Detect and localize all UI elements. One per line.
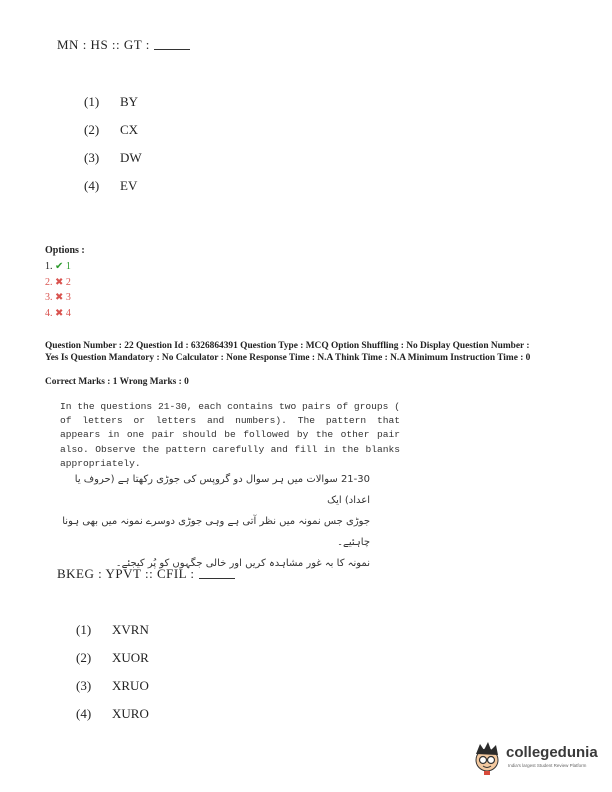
prev-option-3: (3) DW [84,150,142,165]
current-option-3: (3) XRUO [76,678,149,693]
question-meta: Question Number : 22 Question Id : 6326864391 Question Type : MCQ Option Shuffling : No Display Question Number : Yes Is Question Mandatory : No Calculator : None Response Time : N.A Think Time : N.A Minimum Instruction Time : 0 [45,341,531,363]
answer-blank [154,48,190,50]
prev-option-4: (4) EV [84,178,138,193]
cross-icon: ✖ [55,292,64,303]
question-marks: Correct Marks : 1 Wrong Marks : 0 [45,377,189,387]
option-row-3: 3. ✖ 3 [45,292,71,303]
mascot-icon [470,740,504,776]
current-question: BKEG : YPVT :: CFIL : [57,566,235,582]
current-option-1: (1) XVRN [76,622,149,637]
cross-icon: ✖ [55,276,64,288]
option-row-4: 4. ✖ 4 [45,307,71,319]
logo-name: collegedunia [506,744,598,761]
options-list [45,259,71,321]
option-row-1: 1. ✔ 1 [45,261,71,272]
prev-question: MN : HS :: GT : [57,37,190,53]
options-title: Options : [45,245,85,256]
instruction-english: In the questions 21-30, each contains two pairs of groups ( of letters or letters and numbers). The pattern that appears in one pair should be followed by the other pair also. Observe the pattern carefully and fill in the blanks appropriately. [60,401,400,469]
prev-option-1: (1) BY [84,94,139,109]
current-option-4: (4) XURO [76,706,149,721]
answer-blank [199,577,235,579]
collegedunia-logo[interactable] [470,738,604,778]
prev-option-2: (2) CX [84,122,139,137]
cross-icon: ✖ [55,307,64,319]
logo-tagline: India's largest Student Review Platform [508,763,587,768]
instruction-urdu: 21-30 سوالات میں ہر سوال دو گروپس کی جوڑی رکھتا ہے (حروف یا اعداد) ایک جوڑی جس نمونہ میں نظر آتی ہے وہی جوڑی دوسرے نمونہ میں بھی ہونا چاہئیے۔ نمونہ کا بہ غور مشاہدہ کریں اور خالی جگہوں کو پُر کیجئے۔ [62,474,370,569]
check-icon: ✔ [55,261,64,272]
current-option-2: (2) XUOR [76,650,149,665]
option-row-2: 2. ✖ 2 [45,276,71,288]
